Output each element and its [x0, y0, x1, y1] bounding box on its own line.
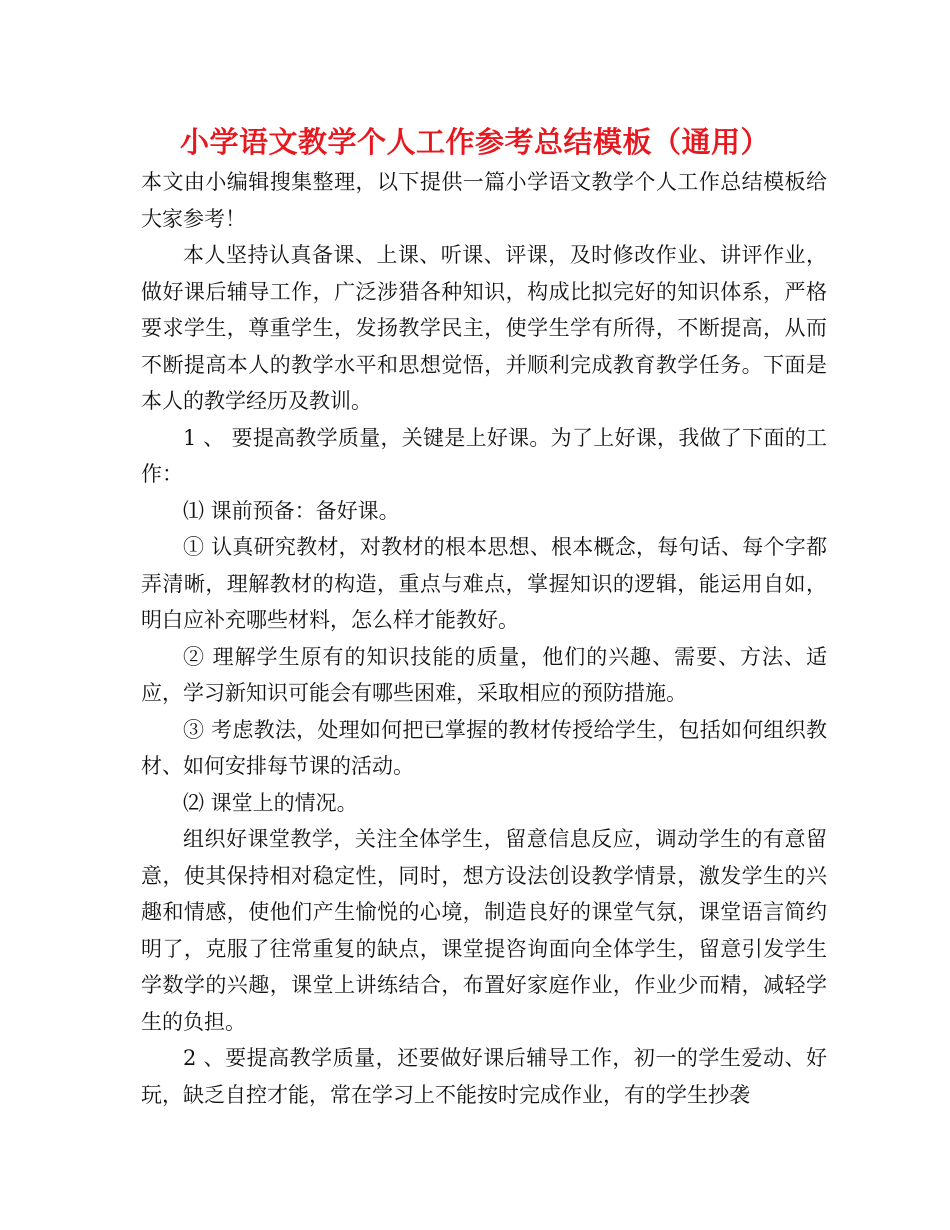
subsection-1-heading: ⑴ 课前预备：备好课。: [183, 498, 400, 523]
section-1-heading: 1 、 要提高教学质量，关键是上好课。为了上好课，我做了下面的工作：: [141, 425, 827, 486]
classroom-paragraph: 组织好课堂教学，关注全体学生，留意信息反应，调动学生的有意留意，使其保持相对稳定性，同时，想方设法创设教学情景，激发学生的兴趣和情感，使他们产生愉悦的心境，制造良好的课堂气氛，课堂语言简约明了，克服了往常重复的缺点，课堂提咨询面向全体学生，留意引发学生学数学的兴趣，课堂上讲练结合，布置好家庭作业，作业少而精，减轻学生的负担。: [141, 827, 827, 1034]
list-item-3: ③ 考虑教法，处理如何把已掌握的教材传授给学生，包括如何组织教材、如何安排每节课的活动。: [141, 717, 827, 778]
list-item-1: ① 认真研究教材，对教材的根本思想、根本概念，每句话、每个字都弄清晰，理解教材的构造，重点与难点，掌握知识的逻辑，能运用自如，明白应补充哪些材料，怎么样才能教好。: [141, 535, 827, 632]
document-title: 小学语文教学个人工作参考总结模板（通用）: [179, 125, 770, 159]
document-body: [141, 164, 827, 1113]
list-item-2: ② 理解学生原有的知识技能的质量，他们的兴趣、需要、方法、适应，学习新知识可能会有哪些困难，采取相应的预防措施。: [141, 644, 827, 705]
intro-paragraph: 本文由小编辑搜集整理，以下提供一篇小学语文教学个人工作总结模板给大家参考！: [141, 170, 827, 231]
section-2-paragraph: 2 、要提高教学质量，还要做好课后辅导工作，初一的学生爱动、好玩，缺乏自控才能，常在学习上不能按时完成作业，有的学生抄袭: [141, 1046, 827, 1107]
summary-paragraph: 本人坚持认真备课、上课、听课、评课，及时修改作业、讲评作业，做好课后辅导工作，广泛涉猎各种知识，构成比拟完好的知识体系，严格要求学生，尊重学生，发扬教学民主，使学生学有所得，不断提高，从而不断提高本人的教学水平和思想觉悟，并顺利完成教育教学任务。下面是本人的教学经历及教训。: [141, 243, 827, 413]
subsection-2-heading: ⑵ 课堂上的情况。: [183, 790, 358, 815]
